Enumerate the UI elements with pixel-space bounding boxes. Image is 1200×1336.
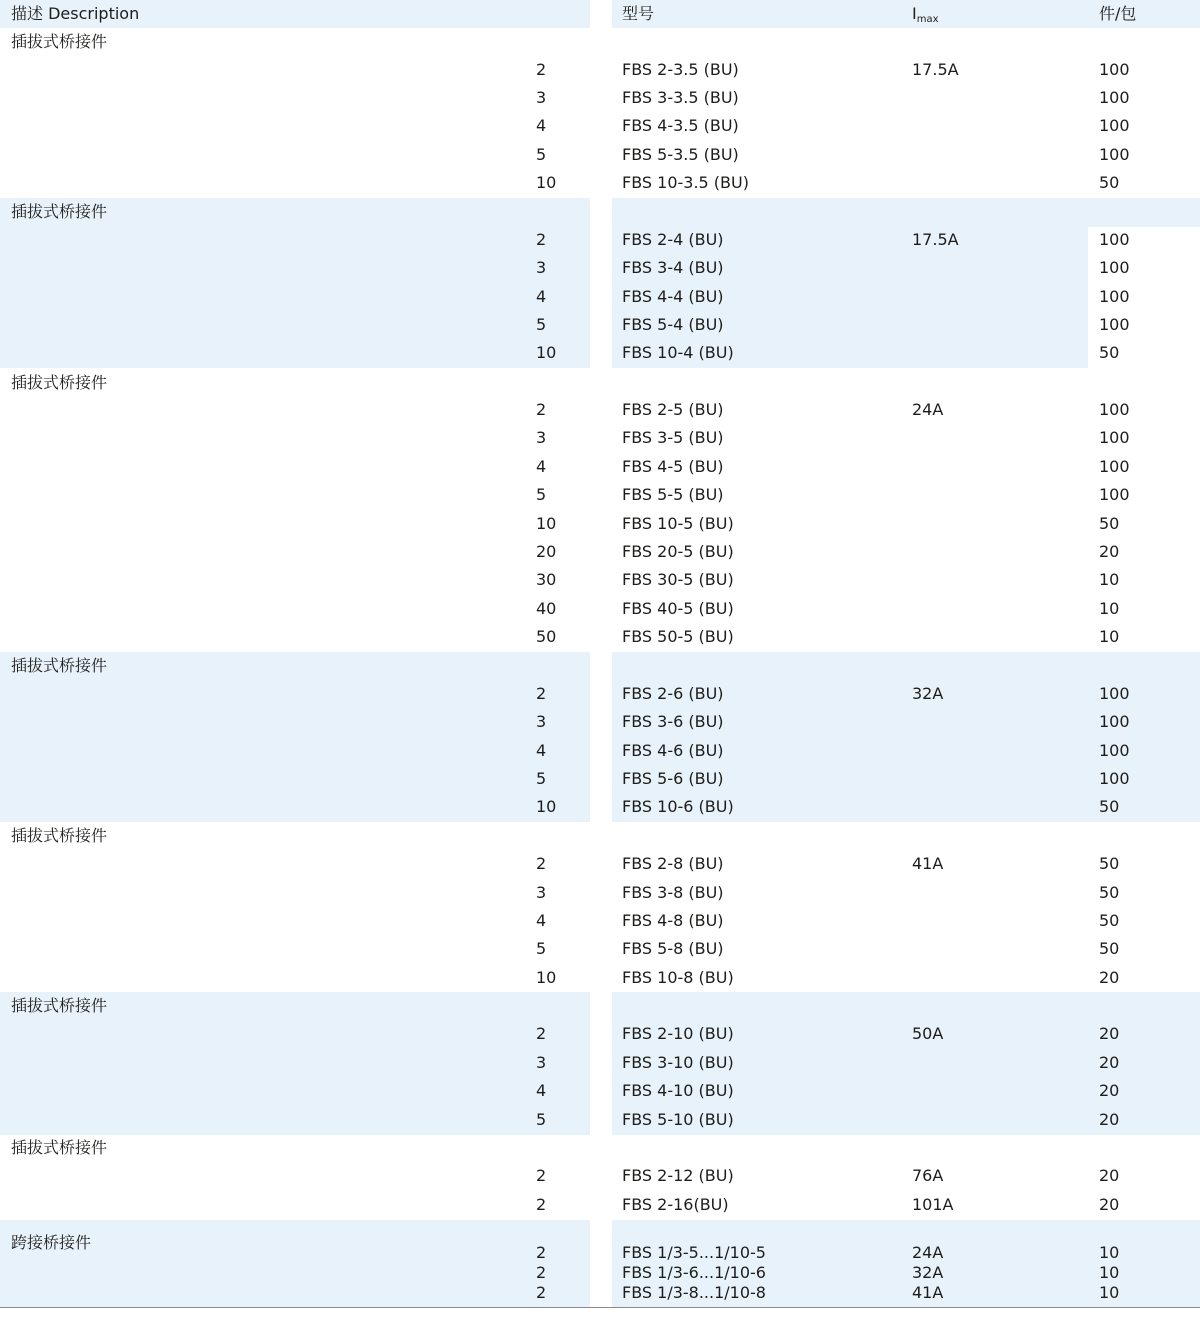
cell-pack: 100 — [1099, 116, 1130, 135]
cell-poles: 5 — [536, 939, 547, 958]
cell-model: FBS 4-4 (BU) — [622, 287, 724, 306]
cell-poles: 2 — [536, 684, 547, 703]
cell-poles: 20 — [536, 542, 557, 561]
cell-poles: 2 — [536, 854, 547, 873]
cell-poles: 4 — [536, 741, 547, 760]
cell-model: FBS 4-6 (BU) — [622, 741, 724, 760]
cell-model: FBS 50-5 (BU) — [622, 627, 734, 646]
cell-model: FBS 10-6 (BU) — [622, 797, 734, 816]
cell-pack: 100 — [1099, 428, 1130, 447]
cell-poles: 2 — [536, 1263, 547, 1282]
cell-pack: 100 — [1099, 88, 1130, 107]
cell-poles: 5 — [536, 315, 547, 334]
cell-pack: 10 — [1099, 627, 1120, 646]
cell-poles: 2 — [536, 60, 547, 79]
group-title: 跨接桥接件 — [11, 1233, 92, 1252]
cell-pack: 100 — [1099, 485, 1130, 504]
cell-model: FBS 2-6 (BU) — [622, 684, 724, 703]
cell-poles: 10 — [536, 173, 557, 192]
column-header-model: 型号 — [622, 4, 655, 23]
cell-poles: 4 — [536, 1081, 547, 1100]
cell-pack: 50 — [1099, 514, 1120, 533]
group-2-shade-left — [0, 198, 590, 368]
cell-poles: 4 — [536, 457, 547, 476]
cell-poles: 3 — [536, 88, 547, 107]
cell-model: FBS 5-6 (BU) — [622, 769, 724, 788]
cell-imax: 50A — [912, 1024, 944, 1043]
cell-poles: 3 — [536, 428, 547, 447]
cell-poles: 4 — [536, 116, 547, 135]
cell-imax: 32A — [912, 684, 944, 703]
cell-model: FBS 5-5 (BU) — [622, 485, 724, 504]
cell-model: FBS 3-6 (BU) — [622, 712, 724, 731]
cell-model: FBS 3-8 (BU) — [622, 883, 724, 902]
column-header-imax: $I_{max}$ — [912, 4, 939, 25]
cell-pack: 20 — [1099, 542, 1120, 561]
cell-model: FBS 10-8 (BU) — [622, 968, 734, 987]
group-title: 插拔式桥接件 — [11, 32, 108, 51]
cell-poles: 2 — [536, 1283, 547, 1302]
cell-model: FBS 5-8 (BU) — [622, 939, 724, 958]
cell-model: FBS 10-3.5 (BU) — [622, 173, 749, 192]
cell-pack: 20 — [1099, 1081, 1120, 1100]
cell-poles: 40 — [536, 599, 557, 618]
cell-poles: 10 — [536, 968, 557, 987]
cell-poles: 4 — [536, 287, 547, 306]
cell-pack: 50 — [1099, 854, 1120, 873]
cell-model: FBS 1/3-6...1/10-6 — [622, 1263, 766, 1282]
bottom-rule — [0, 1307, 1200, 1308]
cell-poles: 10 — [536, 514, 557, 533]
cell-model: FBS 10-4 (BU) — [622, 343, 734, 362]
cell-model: FBS 30-5 (BU) — [622, 570, 734, 589]
group-title: 插拔式桥接件 — [11, 826, 108, 845]
cell-model: FBS 2-3.5 (BU) — [622, 60, 739, 79]
cell-model: FBS 10-5 (BU) — [622, 514, 734, 533]
cell-model: FBS 4-3.5 (BU) — [622, 116, 739, 135]
cell-model: FBS 2-5 (BU) — [622, 400, 724, 419]
cell-pack: 100 — [1099, 287, 1130, 306]
cell-model: FBS 5-3.5 (BU) — [622, 145, 739, 164]
cell-model: FBS 5-4 (BU) — [622, 315, 724, 334]
group-2-shade-right-top — [612, 198, 1200, 227]
cell-poles: 4 — [536, 911, 547, 930]
cell-imax: 76A — [912, 1166, 944, 1185]
cell-pack: 20 — [1099, 968, 1120, 987]
cell-model: FBS 4-8 (BU) — [622, 911, 724, 930]
cell-pack: 100 — [1099, 145, 1130, 164]
cell-poles: 2 — [536, 400, 547, 419]
cell-pack: 10 — [1099, 1283, 1120, 1302]
cell-pack: 10 — [1099, 1263, 1120, 1282]
cell-pack: 100 — [1099, 230, 1130, 249]
cell-pack: 100 — [1099, 457, 1130, 476]
cell-pack: 50 — [1099, 911, 1120, 930]
cell-poles: 30 — [536, 570, 557, 589]
cell-poles: 50 — [536, 627, 557, 646]
cell-poles: 2 — [536, 230, 547, 249]
cell-pack: 100 — [1099, 741, 1130, 760]
cell-model: FBS 4-5 (BU) — [622, 457, 724, 476]
cell-pack: 50 — [1099, 343, 1120, 362]
cell-pack: 20 — [1099, 1166, 1120, 1185]
group-title: 插拔式桥接件 — [11, 202, 108, 221]
cell-pack: 20 — [1099, 1110, 1120, 1129]
cell-pack: 100 — [1099, 769, 1130, 788]
cell-pack: 100 — [1099, 315, 1130, 334]
cell-model: FBS 2-4 (BU) — [622, 230, 724, 249]
cell-poles: 3 — [536, 258, 547, 277]
cell-model: FBS 3-4 (BU) — [622, 258, 724, 277]
cell-model: FBS 3-3.5 (BU) — [622, 88, 739, 107]
cell-pack: 10 — [1099, 570, 1120, 589]
cell-poles: 10 — [536, 797, 557, 816]
cell-poles: 2 — [536, 1024, 547, 1043]
cell-model: FBS 1/3-5...1/10-5 — [622, 1243, 766, 1262]
cell-model: FBS 3-10 (BU) — [622, 1053, 734, 1072]
group-title: 插拔式桥接件 — [11, 996, 108, 1015]
cell-imax: 17.5A — [912, 60, 959, 79]
cell-pack: 100 — [1099, 400, 1130, 419]
cell-poles: 2 — [536, 1166, 547, 1185]
cell-pack: 100 — [1099, 712, 1130, 731]
cell-pack: 100 — [1099, 258, 1130, 277]
cell-imax: 101A — [912, 1195, 954, 1214]
cell-pack: 20 — [1099, 1195, 1120, 1214]
cell-pack: 50 — [1099, 939, 1120, 958]
cell-pack: 10 — [1099, 599, 1120, 618]
cell-poles: 5 — [536, 485, 547, 504]
cell-model: FBS 2-16(BU) — [622, 1195, 729, 1214]
cell-imax: 24A — [912, 1243, 944, 1262]
cell-model: FBS 1/3-8...1/10-8 — [622, 1283, 766, 1302]
cell-model: FBS 2-10 (BU) — [622, 1024, 734, 1043]
cell-poles: 2 — [536, 1243, 547, 1262]
cell-pack: 20 — [1099, 1024, 1120, 1043]
cell-poles: 5 — [536, 1110, 547, 1129]
cell-poles: 5 — [536, 145, 547, 164]
column-header-description: 描述 Description — [11, 4, 140, 23]
cell-model: FBS 2-12 (BU) — [622, 1166, 734, 1185]
cell-imax: 41A — [912, 854, 944, 873]
cell-imax: 32A — [912, 1263, 944, 1282]
cell-pack: 50 — [1099, 883, 1120, 902]
cell-pack: 50 — [1099, 173, 1120, 192]
cell-model: FBS 20-5 (BU) — [622, 542, 734, 561]
cell-imax: 41A — [912, 1283, 944, 1302]
column-header-pack: 件/包 — [1099, 4, 1137, 23]
cell-poles: 3 — [536, 712, 547, 731]
cell-poles: 3 — [536, 1053, 547, 1072]
cell-pack: 10 — [1099, 1243, 1120, 1262]
cell-poles: 2 — [536, 1195, 547, 1214]
cell-pack: 50 — [1099, 797, 1120, 816]
cell-poles: 5 — [536, 769, 547, 788]
cell-model: FBS 5-10 (BU) — [622, 1110, 734, 1129]
cell-pack: 20 — [1099, 1053, 1120, 1072]
cell-imax: 17.5A — [912, 230, 959, 249]
group-title: 插拔式桥接件 — [11, 1138, 108, 1157]
cell-poles: 3 — [536, 883, 547, 902]
cell-model: FBS 2-8 (BU) — [622, 854, 724, 873]
group-4-shade-left — [0, 652, 590, 822]
group-title: 插拔式桥接件 — [11, 373, 108, 392]
group-title: 插拔式桥接件 — [11, 656, 108, 675]
cell-model: FBS 40-5 (BU) — [622, 599, 734, 618]
cell-pack: 100 — [1099, 60, 1130, 79]
cell-imax: 24A — [912, 400, 944, 419]
cell-model: FBS 4-10 (BU) — [622, 1081, 734, 1100]
cell-poles: 10 — [536, 343, 557, 362]
cell-model: FBS 3-5 (BU) — [622, 428, 724, 447]
cell-pack: 100 — [1099, 684, 1130, 703]
